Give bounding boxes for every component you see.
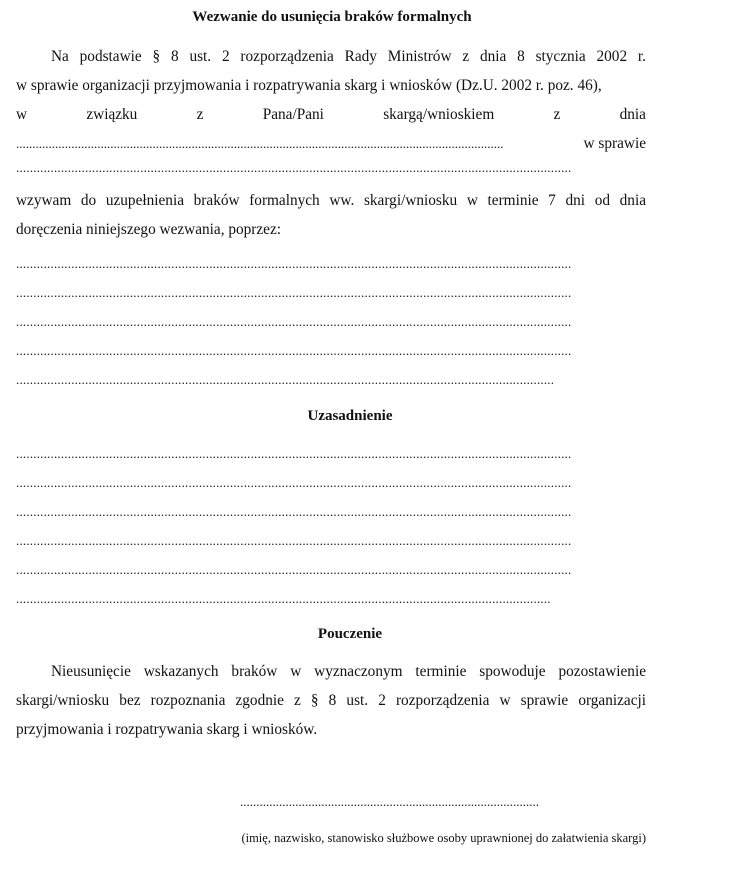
uzasadnienie-heading: Uzasadnienie: [307, 408, 393, 424]
intro-word: z: [553, 106, 561, 123]
intro-word: związku: [86, 106, 138, 123]
intro-word: z: [196, 106, 204, 123]
fill-line: .................................................................................................................................................................: [16, 285, 572, 300]
pouczenie-line-1: Nieusunięcie wskazanych braków w wyznaczonym terminie spowoduje pozostawienie: [51, 663, 646, 680]
intro-word: skargą/wnioskiem: [383, 106, 495, 123]
fill-line: .................................................................................................................................................................: [16, 256, 572, 271]
signature-caption: (imię, nazwisko, stanowisko służbowe osoby uprawnionej do załatwienia skargi): [241, 831, 646, 845]
fill-line: .................................................................................................................................................................: [16, 314, 572, 329]
fill-line: .................................................................................................................................................................: [16, 343, 572, 358]
intro-word: w: [16, 106, 28, 123]
fill-line: .................................................................................................................................................................: [16, 562, 572, 577]
signature-line: ............................................................................................: [240, 794, 539, 809]
intro-line-6: wzywam do uzupełnienia braków formalnych ww. skargi/wniosku w terminie 7 dni od dnia: [16, 192, 646, 209]
intro-line-3: [16, 100, 646, 129]
fill-line: .................................................................................................................................................................: [16, 504, 572, 519]
fill-line: .................................................................................................................................................................: [16, 446, 572, 461]
intro-line-1: [16, 42, 646, 71]
intro-line-4-suffix: w sprawie: [583, 135, 646, 152]
document-title: Wezwanie do usunięcia braków formalnych: [192, 9, 472, 25]
fill-line: .................................................................................................................................................................: [16, 533, 572, 548]
intro-line-7: doręczenia niniejszego wezwania, poprzez:: [16, 221, 282, 238]
intro-word: Pana/Pani: [262, 106, 324, 123]
fill-line: .................................................................................................................................................................: [16, 160, 572, 175]
pouczenie-heading: Pouczenie: [317, 626, 383, 642]
intro-word: dnia: [619, 106, 646, 123]
pouczenie-line-3: przyjmowania i rozpatrywania skarg i wniosków.: [16, 721, 318, 738]
pouczenie-line-2: skargi/wniosku bez rozpoznania zgodnie z § 8 ust. 2 rozporządzenia w sprawie organizacji: [16, 692, 646, 709]
fill-line: .................................................................................................................................................................: [16, 475, 572, 490]
fill-line: ......................................................................................................................................................: [16, 136, 504, 151]
intro-line-4: [16, 129, 646, 158]
fill-line: ............................................................................................................................................................: [16, 372, 555, 387]
intro-line-1-text: Na podstawie § 8 ust. 2 rozporządzenia Rady Ministrów z dnia 8 stycznia 2002 r.: [51, 48, 646, 65]
fill-line: ...........................................................................................................................................................: [16, 591, 551, 606]
intro-line-2: w sprawie organizacji przyjmowania i rozpatrywania skarg i wniosków (Dz.U. 2002 r. poz. 46),: [16, 77, 602, 94]
